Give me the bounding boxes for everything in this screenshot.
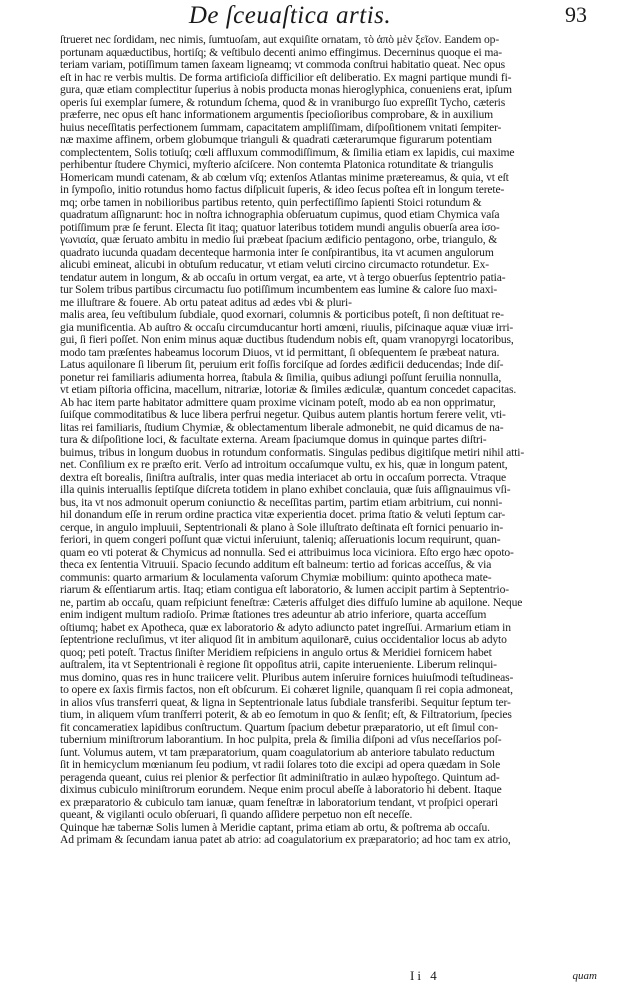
text-line: ſtrueret nec ſordidam, nec nimis, ſumtuoſam, aut exquiſite ornatam, τὸ ἀπὸ μὲν ξεῖον. Eandem op-: [60, 34, 500, 46]
text-line: ponetur rei familiaris adiumenta horrea, ſtabula & ſimilia, quibus adiungi poſſunt ſeruilia nonnulla,: [60, 371, 502, 384]
text-line: næ maxime affinem, orbem globumque trianguli & quadrati cæterarumque figurarum potentiam: [60, 134, 492, 146]
text-line: oſtiumq; habet ex Apotheca, quæ ex laboratorio & adyto adiuncto patet ingreſſui. Armarium etiam in: [60, 621, 511, 634]
text-line: me illuſtrare & fouere. Ab ortu pateat aditus ad ædes vbi & pluri-: [60, 296, 352, 309]
text-line: ſit in hemicyclum mœnianum ſeu podium, vt radii ſolares toto die excipi ad opera quædam in Sole: [60, 759, 501, 771]
text-line: hil donandum eſſe in rerum ordine practica vitæ experientia docet. prima ſtatio & veluti ſeptum car-: [60, 509, 506, 521]
text-line: γωνιαία, quæ ſeruato ambitu in medio ſui præbeat ſpacium ædificio pentagono, orbe, triangulo, &: [60, 234, 498, 246]
text-line: ſunt. Volumus autem, vt tam præparatorium, quam coagulatorium ab anteriore tabulato reductum: [60, 746, 495, 759]
text-line: Quinque hæ tabernæ Solis lumen à Meridie captant, prima etiam ab ortu, & poſtrema ab occaſu.: [60, 821, 490, 834]
text-line: Homericam mundi catenam, & ab cœlum vſq; extenſos Atlantas minime prætereamus, & quia, vt eſt: [60, 171, 509, 184]
text-line: alicubi emineat, alicubi in obtuſum reducatur, vt etiam veluti circino circumacto rotundetur. Ex-: [60, 259, 489, 271]
catchword: quam: [572, 970, 597, 982]
text-line: theca ex ſententia Vitruuii. Spacio ſecundo additum eſt balneum: tertio ad foricas acceſſus, & via: [60, 559, 492, 571]
text-line: dextra eſt borealis, ſiniſtra auſtralis, inter quas media interiacet ab ortu in occaſum porrecta. Vtraque: [60, 471, 506, 484]
text-line: quoq; peti poteſt. Tractus ſiniſter Meridiem reſpiciens in angulo ortus & Meridiei fornicem habet: [60, 646, 492, 659]
text-line: tubernium miniſtrorum laborantium. In hoc pulpita, prela & ſimilia diſponi ad vſus neceſſarios poſ-: [60, 734, 502, 746]
text-line: feriori, in quem congeri poſſunt quæ victui inſeruiunt, taleniq; aſſeruationis locum requirunt, quan-: [60, 534, 501, 546]
text-line: gura, quæ etiam complectitur ſuperius à nobis producta monas hieroglyphica, conueniens erat, ipſum: [60, 84, 512, 96]
text-line: in alios vſus transferri queat, & ligna in Septentrionale latus ſubdiale transferibi. Sequitur ſeptum ter-: [60, 696, 511, 709]
text-line: complectentem, Solis totiuſq; cœli affluxum commodiſſimum, & ſimilia etiam ex lapidis, cui maxime: [60, 146, 515, 159]
text-line: ex præparatorio & cubiculo tam ianuæ, quam feneſtræ in laboratorium tendant, vt proſpici operari: [60, 796, 498, 809]
text-line: mq; orbe tamen in nobilioribus partibus retento, quin perfectiſſimo ſapienti Stoici rotundum &: [60, 196, 482, 209]
text-line: tura & diſpoſitione loci, & facultate externa. Aream ſpaciumque domus in quinque partes diſtri-: [60, 434, 487, 446]
text-line: potiſſimum præ ſe ferunt. Electa ſit itaq; quatuor lateribus totidem mundi angulis obuerſa area ἰσο-: [60, 221, 500, 234]
text-line: tur Solem tribus partibus circumactu ſuo potiſſimum incumbentem eas lumine & calore ſuo maxi-: [60, 284, 498, 296]
text-line: vt etiam piſtoria officina, macellum, nitrariæ, lotoriæ & ſimiles ædiculæ, quantum concedet capacitas.: [60, 384, 517, 396]
page-header: [0, 0, 627, 30]
text-line: ne, partim ab occaſu, quam reſpiciunt feneſtræ: Cæteris affulget dies diffuſo lumine ab aquilone. Neque: [60, 596, 523, 609]
text-line: communis: quarto armarium & loculamenta vaſorum Chymiæ mobilium: quinto apotheca mate-: [60, 571, 492, 584]
text-line: peragenda queant, cuius rei plenior & perfectior ſit adminiſtratio in aulæo hypoſtego. Quintum ad-: [60, 771, 500, 784]
text-line: teriam variam, potiſſimum tamen ſaxeam ligneamq; vt commoda conſtrui habitatio queat. Nec opus: [60, 59, 506, 71]
text-line: ſuiſque commoditatibus & luce libera perfrui negetur. Quibus autem plantis hortum ferere velit, vti-: [60, 409, 506, 421]
text-line: diximus cubiculo miniſtrorum eorundem. Neque enim procul abeſſe à laboratorio hi debent. Itaque: [60, 784, 502, 796]
text-line: buimus, tribus in longum duobus in rotundum conformatis. Singulas pedibus digitiſque metiri nihil atti-: [60, 446, 525, 459]
text-line: net. Conſilium ex re præſto erit. Verſo ad introitum occaſumque vultu, ex his, quæ in longum patent,: [60, 459, 508, 471]
text-line: tendatur autem in longum, & ab occaſu in ortum vergat, ea arte, vt à tergo obuerſus ſeptentrio patia-: [60, 271, 506, 284]
text-line: queant, & vigilanti oculo obſeruari, ſi quando aſſidere perpetuo non eſt neceſſe.: [60, 809, 413, 821]
text-line: huius neceſſitatis perfectionem ſummam, capacitatem ampliſſimam, diſpoſitionem vnitati ſempiter-: [60, 121, 502, 134]
text-line: gui, ſi fieri poſſet. Non enim minus aquæ ductibus ſtudendum nobis eſt, quam vranopyrgi locatoribus,: [60, 334, 514, 346]
page-number: 93: [565, 2, 587, 27]
text-line: Ab hac item parte habitator admittere quam proxime vicinam poteſt, modo ab ea non opprimatur,: [60, 396, 496, 409]
text-line: præferre, nec opus eſt hanc informationem argumentis ſpecioſioribus comprobare, & in auxilium: [60, 109, 494, 121]
text-line: operis ſui exemplar ſumere, & rotundum ſchema, quod & in vraniburgo ſuo expreſſit Tycho, cæteris: [60, 96, 506, 109]
text-line: tium, in aliquem vſum tranſferri poterit, & ab eo ſemotum in quo & ſenſit; eſt, & Filtratorium, ſpecies: [60, 709, 512, 721]
text-line: cerque, in angulo impluuii, Septentrionali & plano à Sole illuſtrato deſtinata eſt fornici penuario in-: [60, 521, 504, 534]
running-title: De ſceuaſtica artis.: [188, 2, 392, 29]
text-line: bus, ita vt nos admonuit operum coniunctio & neceſſitas partim, partim etiam arbitrium, cui nonni-: [60, 496, 503, 509]
text-line: auſtralem, ita vt Septentrionali è regione ſit oppoſitus atrii, capite interueniente. Liberum relinqui-: [60, 659, 497, 671]
text-line: ſeptentrione recluſimus, vt iter aliquod ſit in ambitum aquilonarē, cuius occidentalior locus ab adyto: [60, 634, 507, 646]
text-line: quadratum aſſignarunt: hoc in noſtra ichnographia obſeruatum cupimus, quod etiam Chymica vaſa: [60, 209, 500, 221]
text-line: quam eo vti poterat & Chymicus ad nonnulla. Sed ei attribuimus loca viciniora. Eſto ergo hæc opoto-: [60, 546, 514, 559]
text-line: modo tam præſentes habeamus locorum Diuos, vt id permittant, ſi obſequentem ſe præbeat natura.: [60, 346, 500, 359]
text-line: quadrato iucunda quadam decenteque harmonia inter ſe conſpirantibus, ita vt acumen angulorum: [60, 246, 494, 259]
text-line: portunam aquæductibus, hortiſq; & veſtibulo decenti animo effingimus. Decerninus quoque ei ma-: [60, 46, 502, 59]
text-line: perhibentur ſtudere Chymici, myſterio aſciſcere. Non contemta Platonica rotunditate & triangulis: [60, 159, 494, 171]
text-line: enim indigent multum radioſo. Primæ ſtationes tres adeuntur ab atrio inferiore, quarta acceſſum: [60, 609, 487, 621]
text-line: Latus aquilonare ſi liberum ſit, peruium erit foſſis forciſque ad ſordes ædificii deducendas; Inde diſ-: [60, 359, 504, 371]
text-line: malis area, ſeu veſtibulum ſubdiale, quod exornari, columnis & porticibus poteſt, ſi non deſtituat re-: [60, 309, 504, 321]
text-line: Ad primam & ſecundam ianua patet ab atrio: ad coagulatorium ex præparatorio; ad hoc tam ex atrio,: [60, 834, 511, 846]
text-line: riarum & eſſentiarum artis. Itaq; etiam contigua eſt laboratorio, & lumen accipit partim à Septentrio-: [60, 584, 509, 596]
body-text: [60, 34, 610, 847]
text-line: gia munificentia. Ab auſtro & occaſu circumducantur horti amœni, riuulis, piſcinaque aquæ viuæ irri-: [60, 321, 514, 334]
signature-mark: Ii 4: [410, 968, 440, 983]
text-line: illa quinis interuallis ſeptiſque diſcreta totidem in plano exhibet conclauia, quæ ſuis aſſignauimus vſi-: [60, 484, 511, 496]
text-line: fit concameratiex lapidibus conſtructum. Quartum ſpacium debetur præparatorio, ut eſt ſimul con-: [60, 721, 498, 734]
text-line: to opere ex ſaxis firmis factos, non eſt obſcurum. Ei cohæret lignile, quanquam ſi rei copia admoneat,: [60, 684, 513, 696]
text-line: eſt in hac re verbis multis. De forma artificioſa difficilior eſt deliberatio. Ex magni partique mundi fi-: [60, 71, 512, 84]
text-line: mus domino, quas res in hunc traiicere velit. Pluribus autem inſeruire fornices huiuſmodi teſtudineas-: [60, 671, 514, 684]
text-line: litas rei familiaris, ſtudium Chymiæ, & oblectamentum liberale admonebit, ne quid dicamus de na-: [60, 421, 504, 434]
text-line: in ſympoſio, initio rotundus homo factus diſplicuit ſuperis, & ideo ſecus poſtea eſt in longum terete-: [60, 184, 505, 196]
